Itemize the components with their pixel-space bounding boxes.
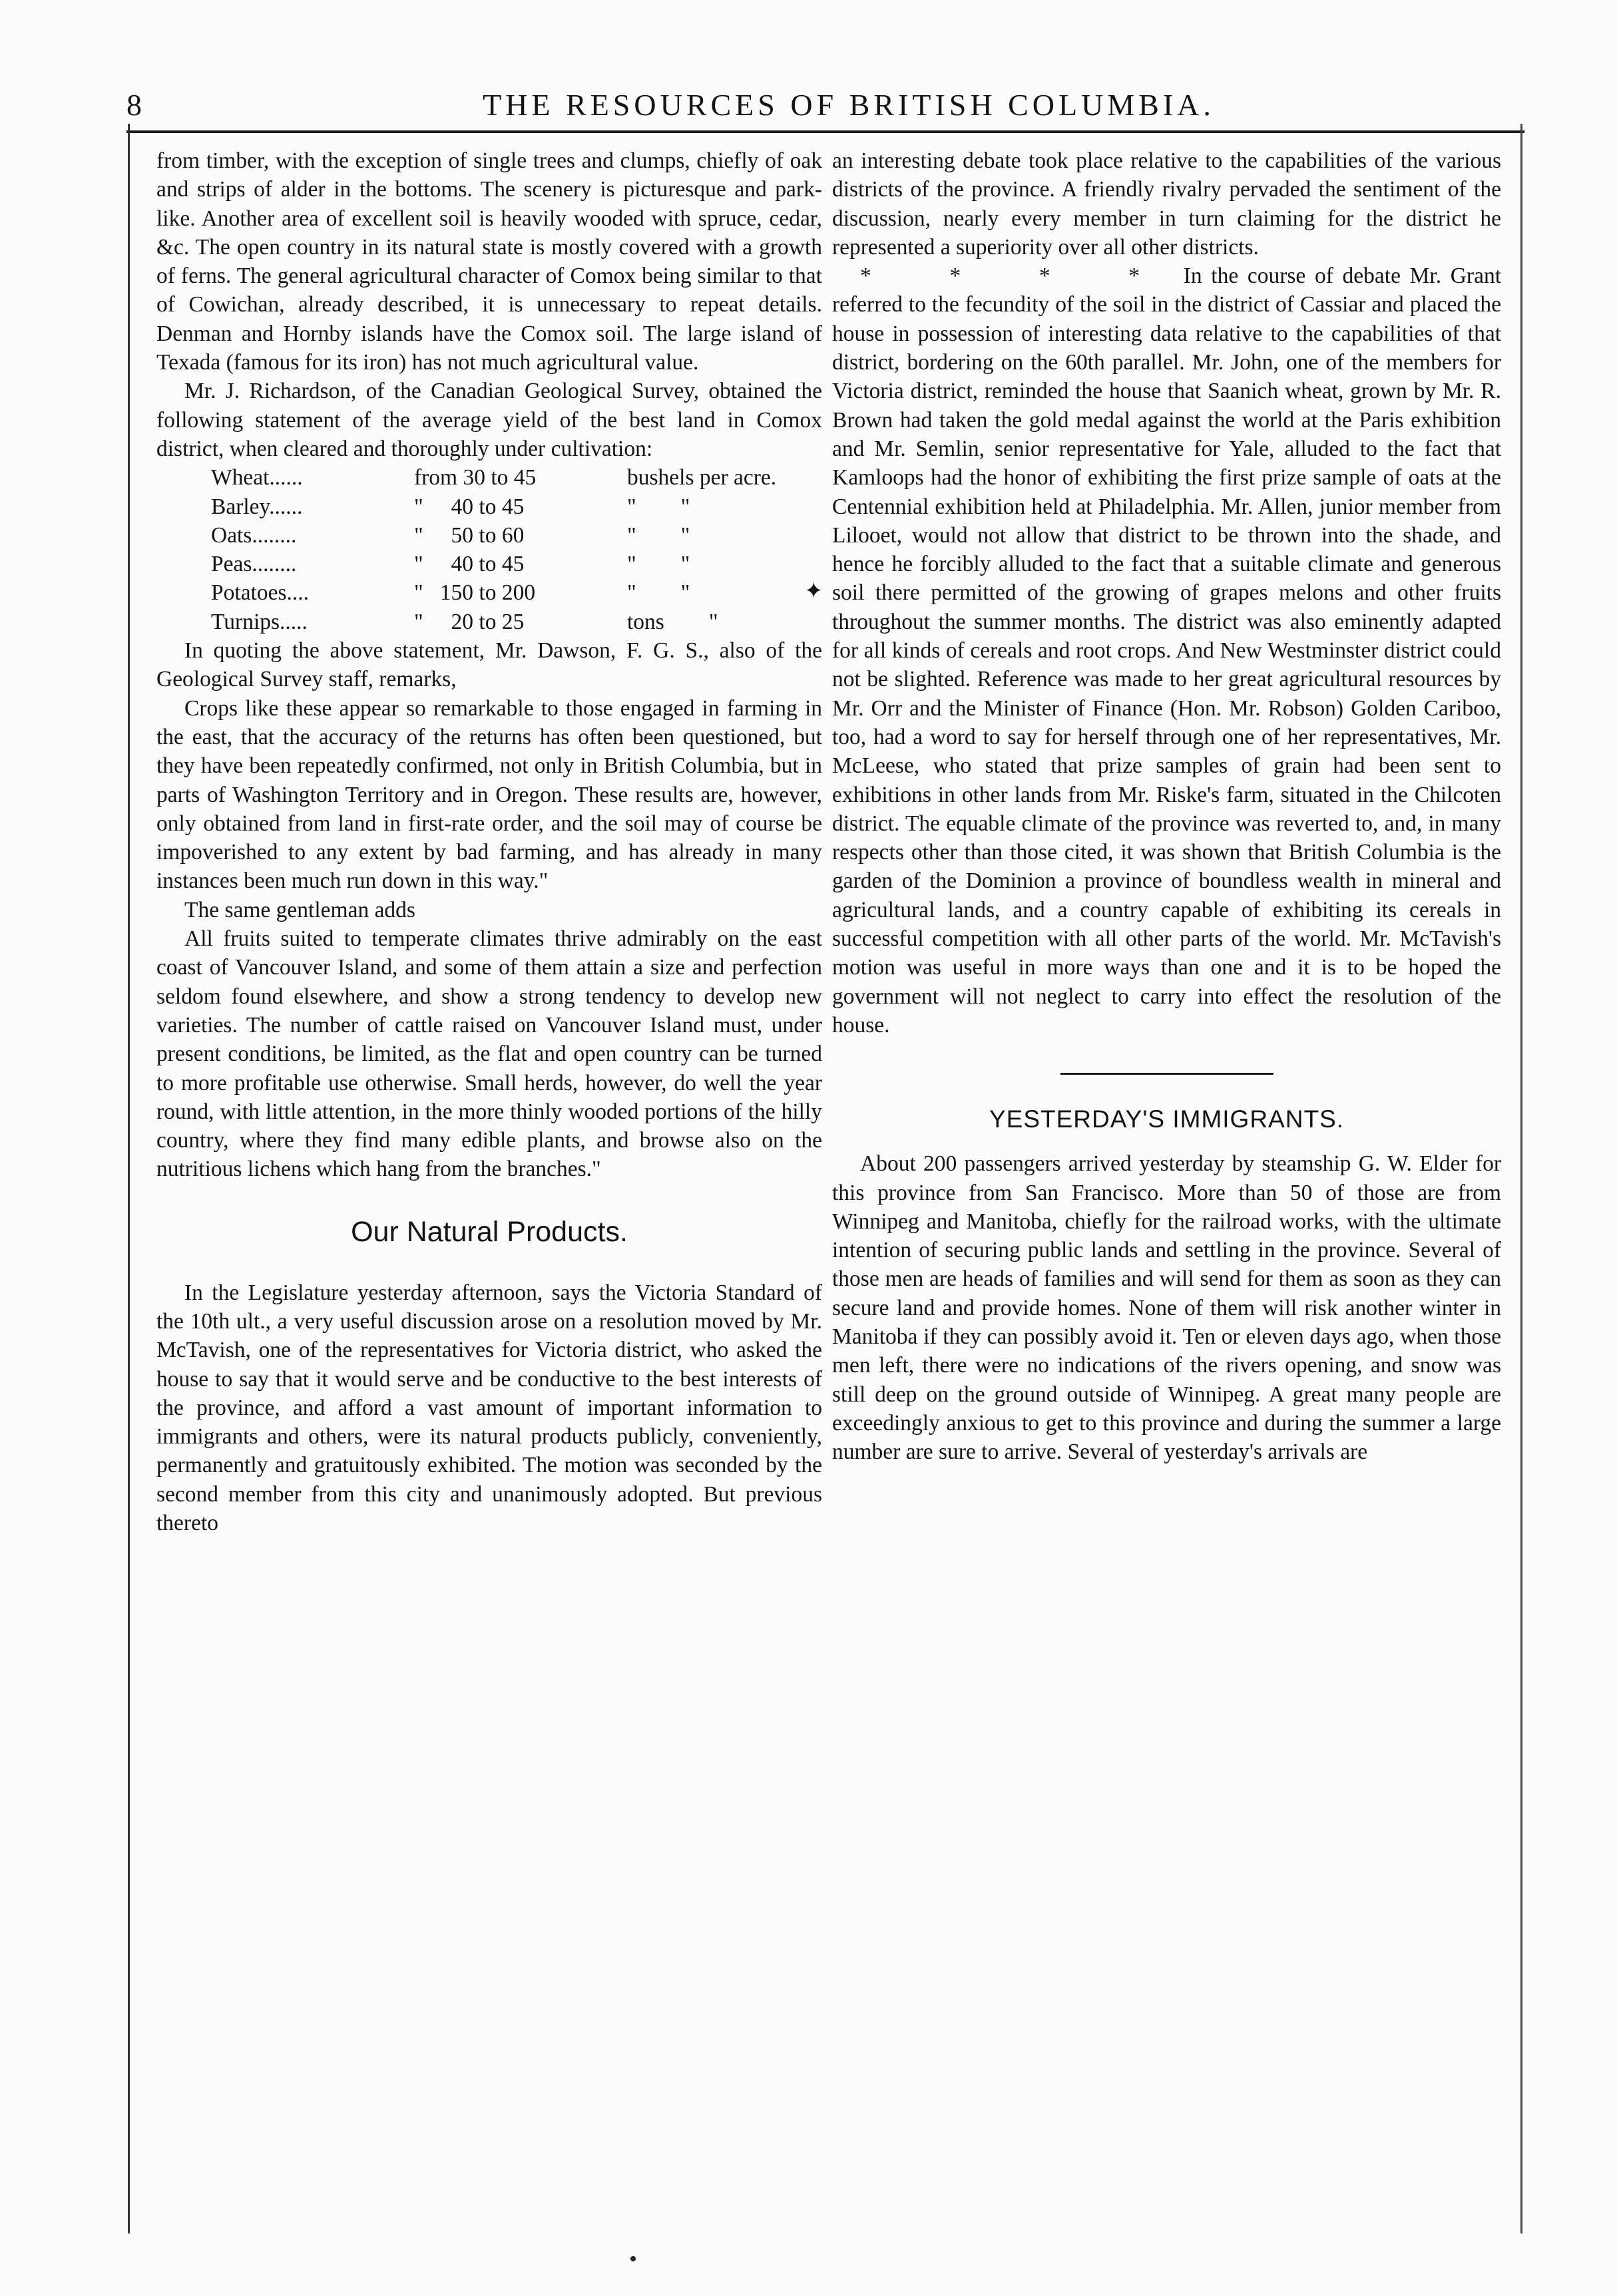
yield-unit: " " bbox=[627, 522, 690, 548]
crop-name: Wheat...... bbox=[211, 465, 303, 490]
paragraph: from timber, with the exception of single trees and clumps, chiefly of oak and strips of alder in the bottoms. The scenery is picturesque and park-like. Another area of excellent soil is heavily wooded with spruce, cedar, &c. The open country in its natural state is mostly covered with a growth of ferns. The general agricultural character of Comox being similar to that of Cowichan, already described, it is unnecessary to repeat details. Denman and Hornby islands have the Comox soil. The large island of Texada (famous for its iron) has not much agricultural value. bbox=[156, 148, 822, 375]
yield-range: " 150 to 200 bbox=[414, 580, 536, 606]
yield-range: " 20 to 25 bbox=[414, 609, 525, 634]
crop-name: Peas........ bbox=[211, 552, 297, 577]
page-number: 8 bbox=[126, 88, 142, 122]
paragraph: In the Legislature yesterday afternoon, says the Victoria Standard of the 10th ult., a very useful discussion arose on a resolution moved by Mr. McTavish, one of the representatives for Victoria district, who asked the house to say that it would serve and be conductive to the best interests of the province, and afford a vast amount of important information to immigrants and others, were its natural products publicly, conveniently, permanently and gratuitously exhibited. The motion was seconded by the second member from this city and unanimously adopted. But previous thereto bbox=[156, 1280, 822, 1536]
right-border-line bbox=[1520, 124, 1522, 2233]
yield-row bbox=[156, 492, 822, 521]
yield-row bbox=[156, 521, 822, 550]
yield-range: from 30 to 45 bbox=[414, 465, 537, 490]
yield-unit: " " bbox=[627, 552, 690, 577]
yield-range: " 40 to 45 bbox=[414, 494, 525, 519]
yield-row bbox=[156, 463, 822, 492]
paragraph: Mr. J. Richardson, of the Canadian Geological Survey, obtained the following statement of the average yield of the best land in Comox district, when cleared and thoroughly under cultivation: bbox=[156, 379, 822, 461]
yield-row bbox=[156, 578, 822, 607]
quoted-paragraph: All fruits suited to temperate climates thrive admirably on the east coast of Vancouver Island, and some of them attain a size and perfection seldom found elsewhere, and show a strong tendency to develop new varieties. The number of cattle raised on Vancouver Island must, under present conditions, be limited, as the flat and open country can be turned to more profitable use otherwise. Small herds, however, do well the year round, with little attention, in the more thinly wooded portions of the hilly country, where they find many edible plants, and browse also on the nutritious lichens which hang from the branches." bbox=[156, 926, 822, 1182]
paragraph: In quoting the above statement, Mr. Dawson, F. G. S., also of the Geological Survey staff, remarks, bbox=[156, 638, 822, 692]
crop-name: Barley...... bbox=[211, 494, 303, 519]
footer-dot bbox=[630, 2256, 636, 2261]
left-column bbox=[156, 146, 822, 1537]
yield-unit: " " bbox=[627, 580, 690, 606]
paragraph: The same gentleman adds bbox=[184, 897, 415, 922]
paragraph bbox=[832, 262, 1501, 1040]
paragraph: About 200 passengers arrived yesterday by steamship G. W. Elder for this province from San Francisco. More than 50 of those are from Winnipeg and Manitoba, chiefly for the railroad works, with the ultimate intention of securing public lands and settling in the province. Several of those men are heads of families and will send for them as soon as they can secure land and provide homes. None of them will risk another winter in Manitoba if they can possibly avoid it. Ten or eleven days ago, when those men left, there were no indications of the rivers opening, and snow was still deep on the ground outside of Winnipeg. A great many people are exceedingly anxious to get to this province and during the summer a large number are sure to arrive. Several of yesterday's arrivals are bbox=[832, 1151, 1501, 1465]
margin-ornament-icon: ✦ bbox=[804, 578, 823, 604]
right-column bbox=[832, 146, 1501, 1466]
yield-row bbox=[156, 550, 822, 578]
quoted-paragraph: Crops like these appear so remarkable to those engaged in farming in the east, that the accuracy of the returns has often been questioned, but they have been repeatedly confirmed, not only in British Columbia, but in parts of Washington Territory and in Oregon. These results are, however, only obtained from land in first-rate order, and the soil may of course be impoverished to any extent by bad farming, and has already in many instances been much run down in this way." bbox=[156, 695, 822, 894]
left-border-line bbox=[128, 124, 130, 2233]
section-stars: * * * * bbox=[860, 264, 1175, 289]
yield-row bbox=[156, 608, 822, 636]
yield-unit: tons " bbox=[627, 609, 718, 634]
yield-table bbox=[156, 463, 822, 636]
running-title: THE RESOURCES OF BRITISH COLUMBIA. bbox=[483, 88, 1215, 122]
yield-range: " 40 to 45 bbox=[414, 552, 525, 577]
crop-name: Oats........ bbox=[211, 522, 297, 548]
section-title-natural-products: Our Natural Products. bbox=[351, 1215, 628, 1248]
paragraph-continuation: In the course of debate Mr. Grant referred to the fecundity of the soil in the district of Cassiar and placed the house in possession of interesting data relative to the capabilities of that district, bordering on the 60th parallel. Mr. John, one of the members for Victoria district, reminded the house that Saanich wheat, grown by Mr. R. Brown had taken the gold medal against the world at the Paris exhibition and Mr. Semlin, senior representative for Yale, alluded to the fact that Kamloops had the honor of exhibiting the first prize sample of oats at the Centennial exhibition held at Philadelphia. Mr. Allen, junior member from Lilooet, would not allow that district to be thrown into the shade, and hence he forcibly alluded to the fact that a suitable climate and generous soil there permitted of the growing of grapes melons and other fruits throughout the summer months. The district was also eminently adapted for all kinds of cereals and root crops. And New Westminster district could not be slighted. Reference was made to her great agricultural resources by Mr. Orr and the Minister of Finance (Hon. Mr. Robson) Golden Cariboo, too, had a word to say for herself through one of her representatives, Mr. McLeese, who stated that prize samples of grain had been sent to exhibitions in other lands from Mr. Riske's farm, situated in the Chilcoten district. The equable climate of the province was reverted to, and, in many respects other than those cited, it was shown that British Columbia is the garden of the Dominion a province of boundless wealth in mineral and agricultural lands, and a country capable of exhibiting its cereals in successful competition with all other parts of the world. Mr. McTavish's motion was useful in more ways than one and it is to be hoped the government will not neglect to carry into effect the resolution of the house. bbox=[832, 264, 1502, 1038]
header-rule bbox=[126, 130, 1524, 133]
crop-name: Turnips..... bbox=[211, 609, 308, 634]
crop-name: Potatoes.... bbox=[211, 580, 310, 606]
yield-unit: " " bbox=[627, 494, 690, 519]
paragraph: an interesting debate took place relative to the capabilities of the various districts of the province. A friendly rivalry pervaded the sentiment of the discussion, nearly every member in turn claiming for the district he represented a superiority over all other districts. bbox=[832, 148, 1501, 260]
yield-unit: bushels per acre. bbox=[627, 465, 777, 490]
section-title-yesterdays-immigrants: YESTERDAY'S IMMIGRANTS. bbox=[989, 1105, 1345, 1133]
yield-range: " 50 to 60 bbox=[414, 522, 525, 548]
page-header bbox=[126, 85, 1491, 125]
